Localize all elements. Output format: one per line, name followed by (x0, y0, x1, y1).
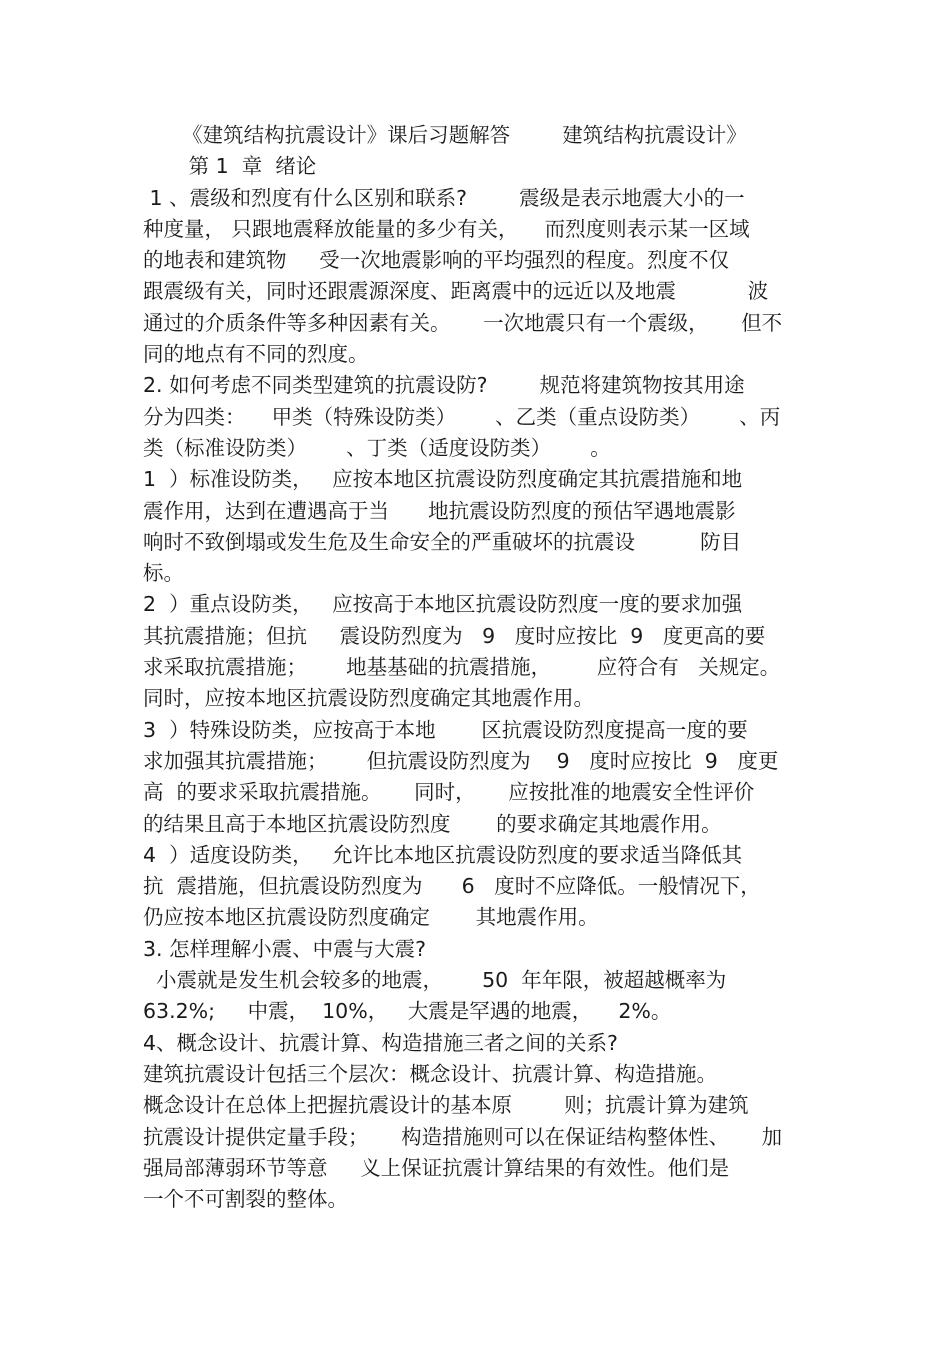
question-4: 4、概念设计、抗震计算、构造措施三者之间的关系? (143, 1030, 618, 1055)
answer-line: 其抗震措施；但抗 震设防烈度为 9 度时应按比 9 度更高的要 (143, 623, 766, 648)
answer-line: 一个不可割裂的整体。 (143, 1187, 348, 1212)
question-2: 2. 如何考虑不同类型建筑的抗震设防? 规范将建筑物按其用途 (143, 373, 745, 398)
answer-line: 的地表和建筑物 受一次地震影响的平均强烈的程度。烈度不仅 (143, 248, 730, 273)
answer-line: 震作用，达到在遭遇高于当 地抗震设防烈度的预估罕遇地震影 (143, 498, 736, 523)
list-item-2: 2 ）重点设防类， 应按高于本地区抗震设防烈度一度的要求加强 (143, 592, 743, 617)
answer-line: 跟震级有关，同时还跟震源深度、距离震中的远近以及地震 波 (143, 279, 769, 304)
question-3: 3. 怎样理解小震、中震与大震? (143, 936, 426, 961)
answer-line: 小震就是发生机会较多的地震， 50 年年限，被超越概率为 (143, 968, 727, 993)
list-item-3: 3 ）特殊设防类，应按高于本地 区抗震设防烈度提高一度的要 (143, 717, 748, 742)
answer-line: 的结果且高于本地区抗震设防烈度 的要求确定其地震作用。 (143, 811, 722, 836)
answer-line: 同的地点有不同的烈度。 (143, 342, 369, 367)
answer-line: 类（标准设防类） 、丁类（适度设防类） 。 (143, 435, 611, 460)
answer-line: 标。 (143, 561, 184, 586)
list-item-4: 4 ）适度设防类， 允许比本地区抗震设防烈度的要求适当降低其 (143, 842, 743, 867)
answer-line: 仍应按本地区抗震设防烈度确定 其地震作用。 (143, 905, 599, 930)
answer-line: 同时，应按本地区抗震设防烈度确定其地震作用。 (143, 686, 594, 711)
answer-line: 抗震设计提供定量手段； 构造措施则可以在保证结构整体性、 加 (143, 1124, 783, 1149)
answer-line: 概念设计在总体上把握抗震设计的基本原 则；抗震计算为建筑 (143, 1093, 749, 1118)
answer-line: 63.2%; 中震， 10%， 大震是罕遇的地震， 2%。 (143, 999, 672, 1024)
answer-line: 通过的介质条件等多种因素有关。 一次地震只有一个震级， 但不 (143, 310, 783, 335)
answer-line: 求加强其抗震措施； 但抗震设防烈度为 9 度时应按比 9 度更 (143, 748, 779, 773)
answer-line: 种度量， 只跟地震释放能量的多少有关， 而烈度则表示某一区域 (143, 216, 750, 241)
answer-line: 求采取抗震措施； 地基基础的抗震措施， 应符合有 关规定。 (143, 655, 781, 680)
question-1: 1 、震级和烈度有什么区别和联系? 震级是表示地震大小的一 (143, 185, 745, 210)
document-body (143, 120, 823, 1215)
list-item-1: 1 ）标准设防类， 应按本地区抗震设防烈度确定其抗震措施和地 (143, 467, 743, 492)
answer-line: 抗 震措施，但抗震设防烈度为 6 度时不应降低。一般情况下， (143, 874, 761, 899)
document-title: 《建筑结构抗震设计》课后习题解答 建筑结构抗震设计》 (143, 123, 747, 147)
answer-line: 分为四类： 甲类（特殊设防类） 、乙类（重点设防类） 、丙 (143, 404, 781, 429)
answer-line: 高 的要求采取抗震措施。 同时， 应按批准的地震安全性评价 (143, 780, 755, 805)
chapter-heading: 第 1 章 绪论 (143, 154, 317, 179)
answer-line: 响时不致倒塌或发生危及生命安全的严重破坏的抗震设 防目 (143, 529, 742, 554)
answer-line: 建筑抗震设计包括三个层次：概念设计、抗震计算、构造措施。 (143, 1061, 717, 1086)
answer-line: 强局部薄弱环节等意 义上保证抗震计算结果的有效性。他们是 (143, 1155, 730, 1180)
